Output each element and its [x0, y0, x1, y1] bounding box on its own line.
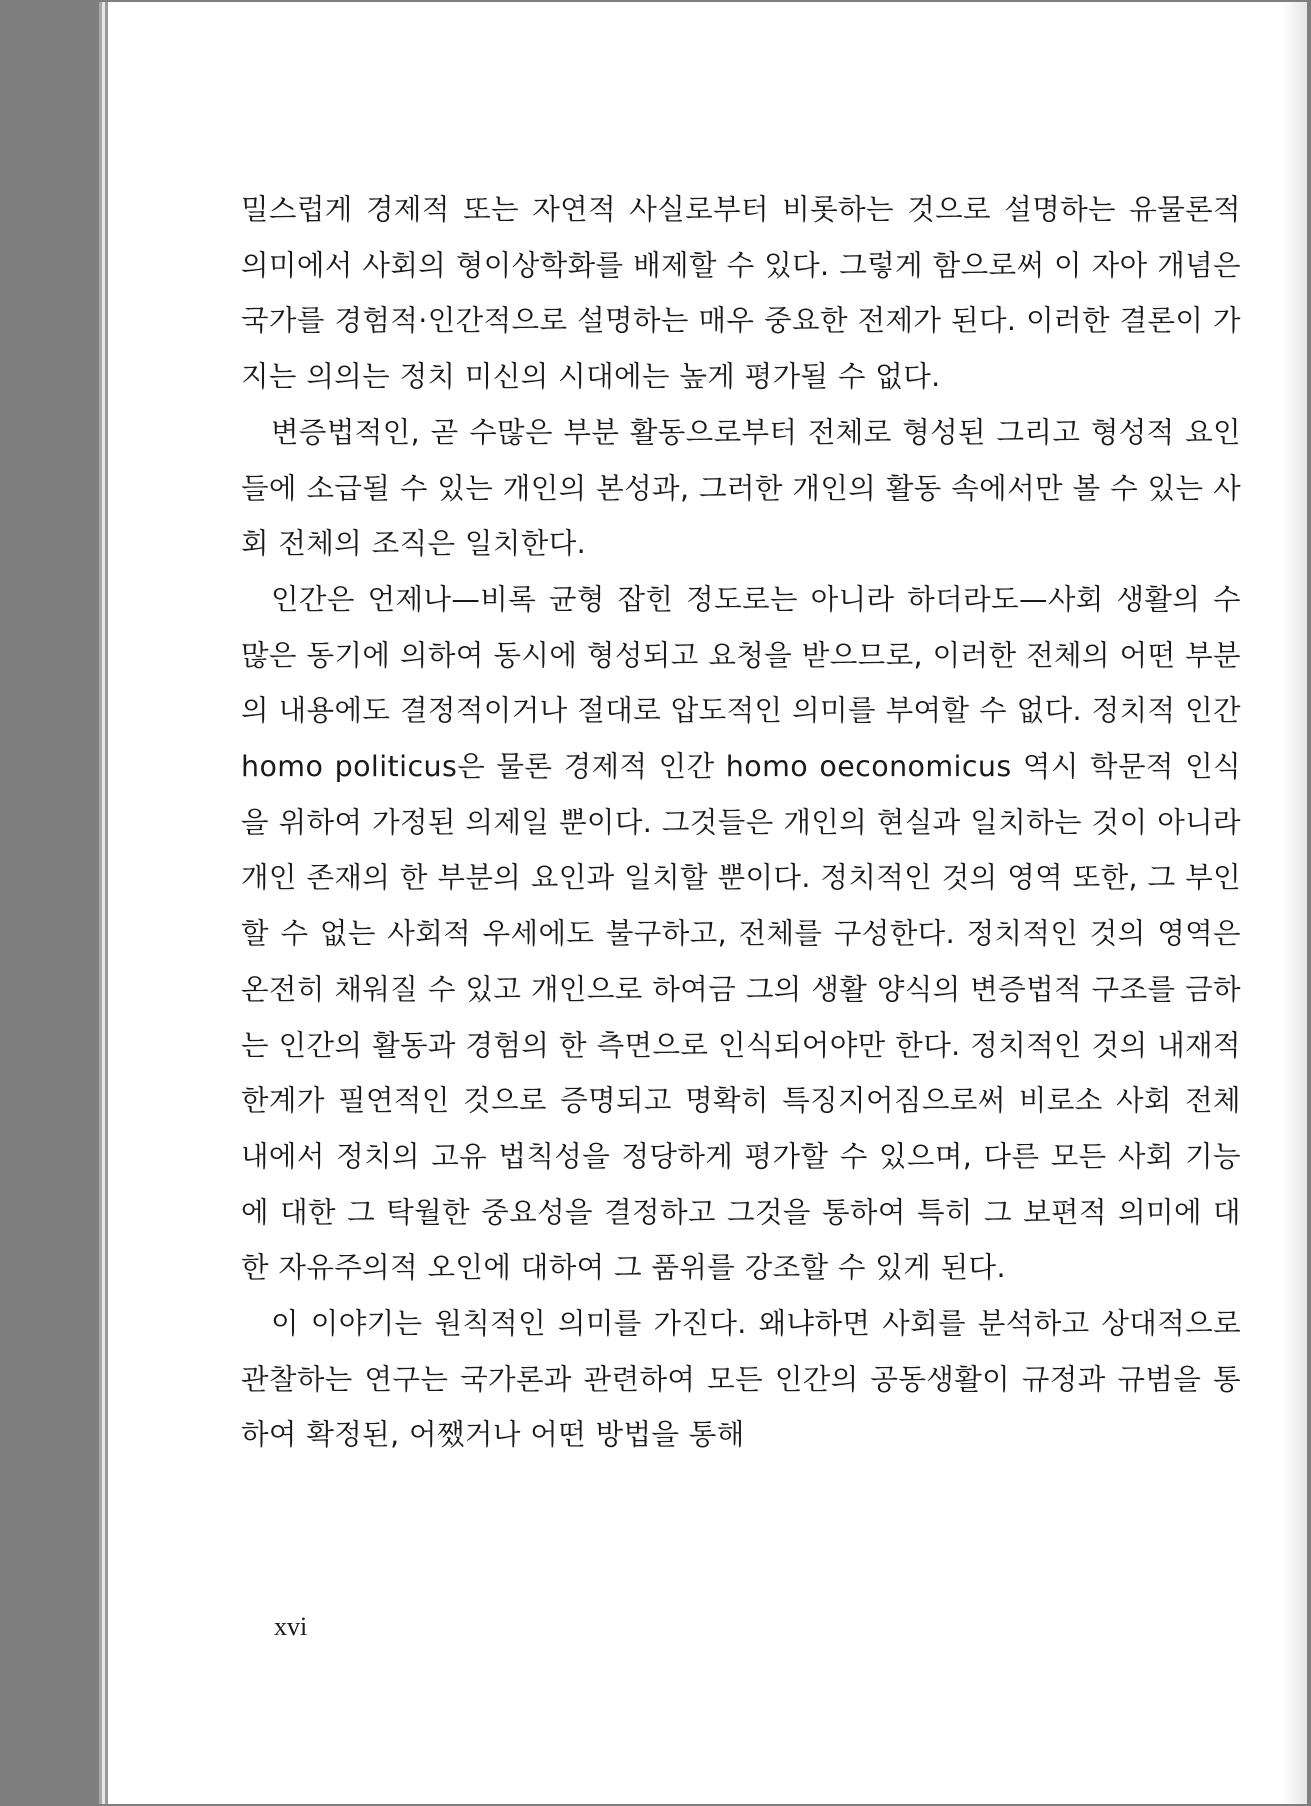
book-page [108, 2, 1307, 1804]
body-text [241, 182, 1241, 1463]
paragraph-human: 인간은 언제나—비록 균형 잡힌 정도로는 아니라 하더라도—사회 생활의 수많은 동기에 의하여 동시에 형성되고 요청을 받으므로, 이러한 전체의 어떤 부분의 내용에도 결정적이거나 절대로 압도적인 의미를 부여할 수 없다. 정치적 인간 homo politicus은 물론 경제적 인간 homo oeconomicus 역시 학문적 인식을 위하여 가정된 의제일 뿐이다. 그것들은 개인의 현실과 일치하는 것이 아니라 개인 존재의 한 부분의 요인과 일치할 뿐이다. 정치적인 것의 영역 또한, 그 부인할 수 없는 사회적 우세에도 불구하고, 전체를 구성한다. 정치적인 것의 영역은 온전히 채워질 수 있고 개인으로 하여금 그의 생활 양식의 변증법적 구조를 금하는 인간의 활동과 경험의 한 측면으로 인식되어야만 한다. 정치적인 것의 내재적 한계가 필연적인 것으로 증명되고 명확히 특징지어짐으로써 비로소 사회 전체 내에서 정치의 고유 법칙성을 정당하게 평가할 수 있으며, 다른 모든 사회 기능에 대한 그 탁월한 중요성을 결정하고 그것을 통하여 특히 그 보편적 의미에 대한 자유주의적 오인에 대하여 그 품위를 강조할 수 있게 된다. [241, 582, 1241, 1285]
page-number: xvi [274, 1612, 308, 1641]
page-edge-shadow [1281, 2, 1307, 1804]
paragraph-dialectic: 변증법적인, 곧 수많은 부분 활동으로부터 전체로 형성된 그리고 형성적 요인들에 소급될 수 있는 개인의 본성과, 그러한 개인의 활동 속에서만 볼 수 있는 사회 전체의 조직은 일치한다. [241, 415, 1241, 561]
paragraph-principle: 이 이야기는 원칙적인 의미를 가진다. 왜냐하면 사회를 분석하고 상대적으로 관찰하는 연구는 국가론과 관련하여 모든 인간의 공동생활이 규정과 규범을 통하여 확정된, 어쨌거나 어떤 방법을 통해 [241, 1307, 1241, 1452]
paragraph-continued: 밀스럽게 경제적 또는 자연적 사실로부터 비롯하는 것으로 설명하는 유물론적 의미에서 사회의 형이상학화를 배제할 수 있다. 그렇게 함으로써 이 자아 개념은 국가를 경험적·인간적으로 설명하는 매우 중요한 전제가 된다. 이러한 결론이 가지는 의의는 정치 미신의 시대에는 높게 평가될 수 없다. [241, 193, 1241, 394]
